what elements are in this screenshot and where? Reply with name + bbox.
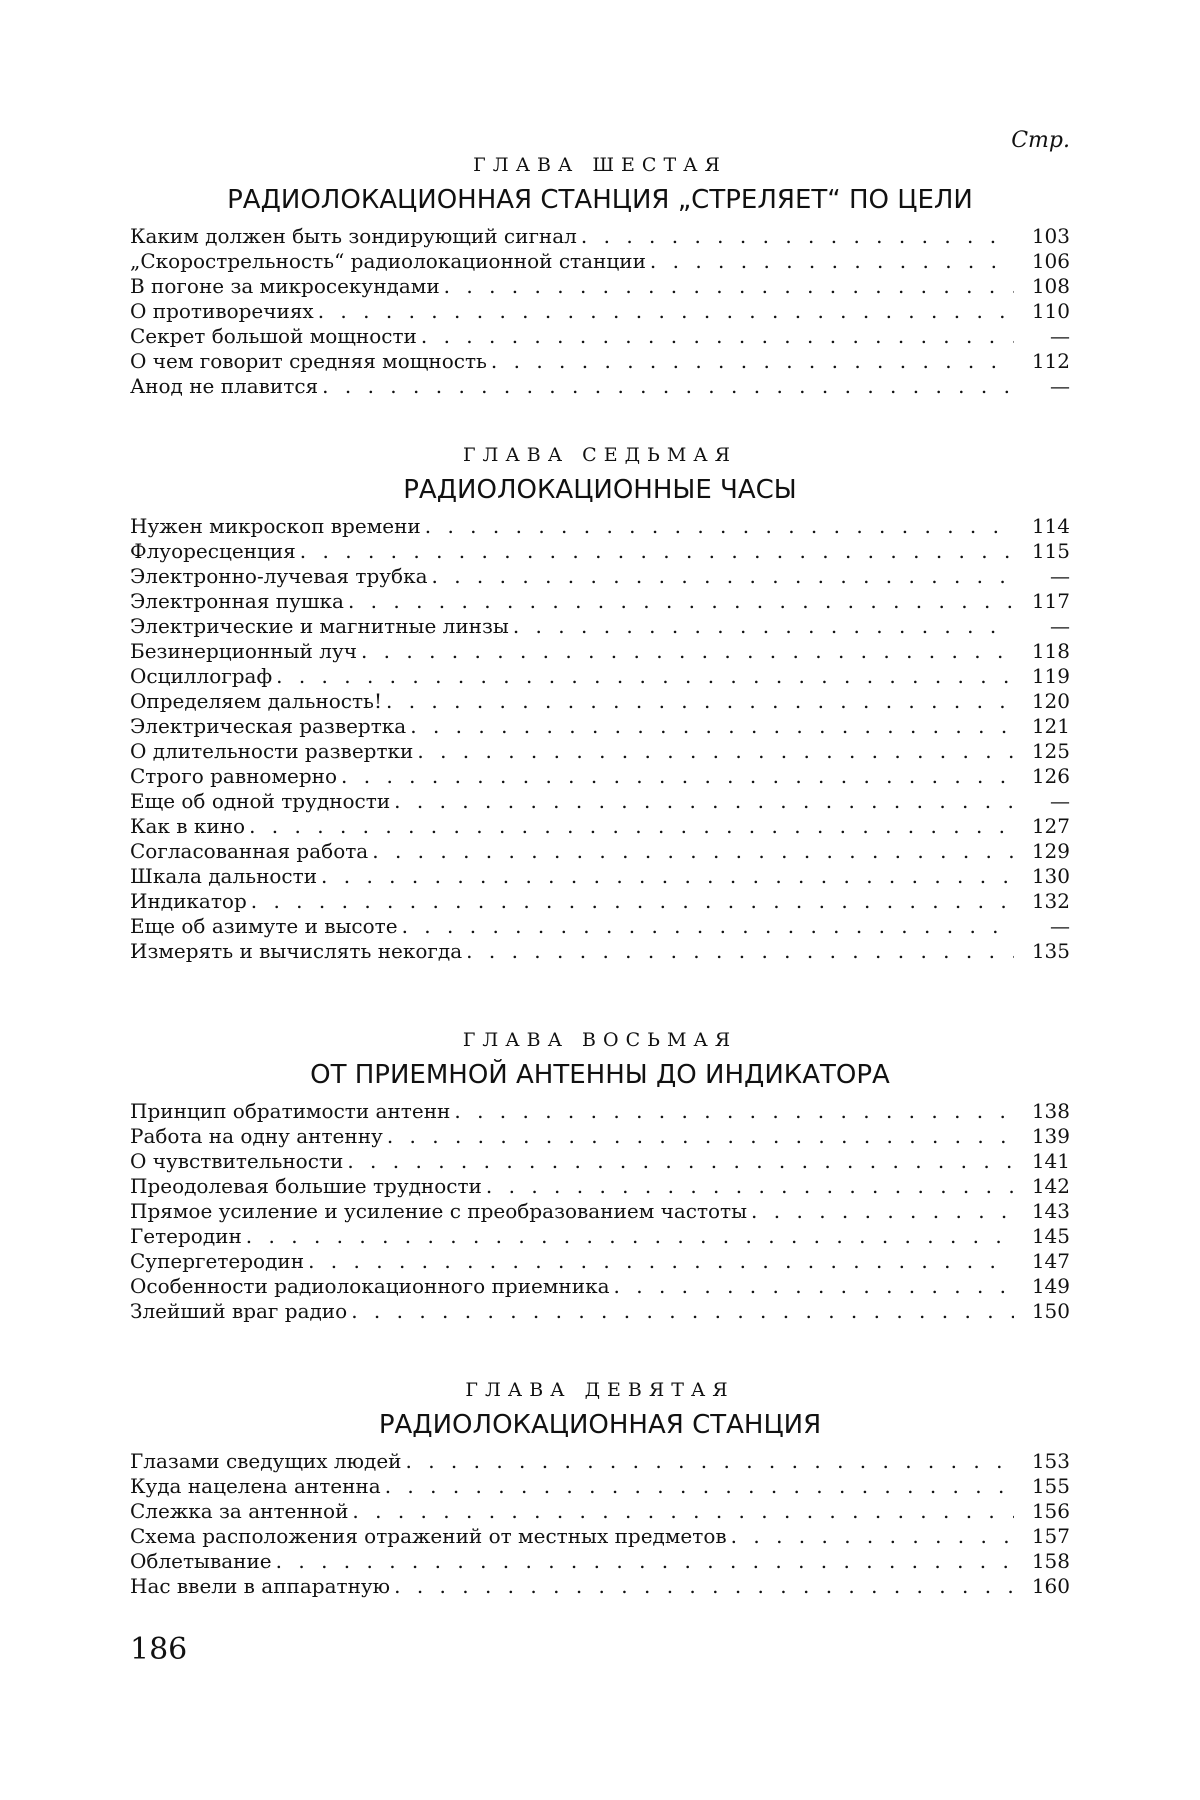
toc-entry-page: — [1050, 789, 1070, 813]
toc-entry-page: 155 [1031, 1474, 1070, 1498]
toc-entry-title: Куда нацелена антенна [130, 1474, 381, 1498]
toc-entry-page: 117 [1031, 589, 1070, 613]
toc-entry-page: 156 [1031, 1499, 1070, 1523]
toc-entry-title: Нас ввели в аппаратную [130, 1574, 391, 1598]
toc-entry-page: 145 [1031, 1224, 1070, 1248]
dot-leader [385, 1474, 1014, 1499]
toc-entry [130, 1474, 1070, 1499]
toc-entry-page: 120 [1031, 689, 1070, 713]
dot-leader [513, 614, 1014, 639]
toc-entry-title: Измерять и вычислять некогда [130, 939, 463, 963]
dot-leader [402, 914, 1014, 939]
toc-entry-title: Слежка за антенной [130, 1499, 349, 1523]
toc-entry-page: 106 [1031, 249, 1070, 273]
toc-entry-title: Электрическая развертка [130, 714, 407, 738]
dot-leader [454, 1099, 1014, 1124]
dot-leader [249, 814, 1014, 839]
toc-entry-title: Электронно-лучевая трубка [130, 564, 428, 588]
toc-entry [130, 789, 1070, 814]
toc-list [130, 1449, 1070, 1599]
chapter-label: ГЛАВА ШЕСТАЯ [473, 154, 727, 176]
toc-entry-title: Электрические и магнитные линзы [130, 614, 509, 638]
toc-entry-title: Супергетеродин [130, 1249, 305, 1273]
dot-leader [425, 514, 1014, 539]
dot-leader [731, 1524, 1014, 1549]
chapter-label: ГЛАВА ДЕВЯТАЯ [465, 1379, 735, 1401]
toc-entry-page: 153 [1031, 1449, 1070, 1473]
dot-leader [650, 249, 1014, 274]
chapter-9 [130, 1375, 1070, 1599]
dot-leader [394, 789, 1014, 814]
dot-leader [321, 864, 1014, 889]
toc-entry-title: Глазами сведущих людей [130, 1449, 402, 1473]
toc-entry-page: 121 [1031, 714, 1070, 738]
toc-entry-page: 110 [1031, 299, 1070, 323]
toc-entry-page: — [1050, 564, 1070, 588]
toc-entry-title: Определяем дальность! [130, 689, 382, 713]
toc-entry-title: Злейший враг радио [130, 1299, 348, 1323]
toc-entry-page: 127 [1031, 814, 1070, 838]
dot-leader [276, 1549, 1014, 1574]
toc-entry-title: О чувствительности [130, 1149, 344, 1173]
toc-entry-page: 143 [1031, 1199, 1070, 1223]
toc-entry-title: В погоне за микросекундами [130, 274, 440, 298]
toc-entry-title: О чем говорит средняя мощность [130, 349, 487, 373]
toc-entry-title: О длительности развертки [130, 739, 414, 763]
toc-entry-title: Еще об одной трудности [130, 789, 391, 813]
toc-entry [130, 639, 1070, 664]
toc-entry [130, 714, 1070, 739]
toc-entry [130, 299, 1070, 324]
dot-leader [361, 639, 1014, 664]
toc-entry-page: 150 [1031, 1299, 1070, 1323]
toc-entry-title: Анод не плавится [130, 374, 319, 398]
toc-entry-page: 139 [1031, 1124, 1070, 1148]
toc-entry-title: Электронная пушка [130, 589, 344, 613]
toc-entry-title: Принцип обратимости антенн [130, 1099, 451, 1123]
toc-entry [130, 939, 1070, 964]
toc-entry [130, 739, 1070, 764]
toc-entry [130, 249, 1070, 274]
toc-entry [130, 564, 1070, 589]
dot-leader [372, 839, 1014, 864]
toc-entry-page: 132 [1031, 889, 1070, 913]
chapter-6 [130, 150, 1070, 399]
book-page [130, 0, 1070, 1800]
toc-entry-title: Прямое усиление и усиление с преобразованием частоты [130, 1199, 748, 1223]
toc-entry [130, 589, 1070, 614]
toc-entry-page: 160 [1031, 1574, 1070, 1598]
toc-entry [130, 839, 1070, 864]
chapter-8 [130, 1025, 1070, 1324]
toc-entry-title: Особенности радиолокационного приемника [130, 1274, 610, 1298]
toc-entry-title: Облетывание [130, 1549, 272, 1573]
toc-entry-page: 158 [1031, 1549, 1070, 1573]
page-column-label: Стр. [1011, 128, 1070, 153]
toc-entry-page: 135 [1031, 939, 1070, 963]
toc-entry [130, 664, 1070, 689]
toc-entry-title: Преодолевая большие трудности [130, 1174, 482, 1198]
toc-entry [130, 1274, 1070, 1299]
toc-entry [130, 1574, 1070, 1599]
dot-leader [410, 714, 1014, 739]
toc-entry [130, 1249, 1070, 1274]
dot-leader [394, 1574, 1014, 1599]
toc-entry-title: Индикатор [130, 889, 247, 913]
toc-entry-page: — [1050, 374, 1070, 398]
dot-leader [386, 689, 1014, 714]
toc-entry [130, 1499, 1070, 1524]
toc-entry-page: 119 [1031, 664, 1070, 688]
toc-entry [130, 514, 1070, 539]
toc-entry [130, 324, 1070, 349]
toc-entry [130, 1224, 1070, 1249]
toc-entry-title: Строго равномерно [130, 764, 338, 788]
toc-entry-page: 112 [1031, 349, 1070, 373]
toc-entry [130, 889, 1070, 914]
toc-entry-page: 141 [1031, 1149, 1070, 1173]
dot-leader [246, 1224, 1014, 1249]
dot-leader [352, 1499, 1014, 1524]
toc-entry [130, 1099, 1070, 1124]
toc-entry-title: Осциллограф [130, 664, 273, 688]
chapter-title: ОТ ПРИЕМНОЙ АНТЕННЫ ДО ИНДИКАТОРА [310, 1060, 890, 1090]
toc-entry [130, 539, 1070, 564]
dot-leader [486, 1174, 1014, 1199]
toc-entry-page: 125 [1031, 739, 1070, 763]
dot-leader [417, 739, 1014, 764]
chapter-label: ГЛАВА СЕДЬМАЯ [462, 444, 738, 466]
toc-entry-title: Нужен микроскоп времени [130, 514, 421, 538]
dot-leader [351, 1299, 1014, 1324]
chapter-title: РАДИОЛОКАЦИОННЫЕ ЧАСЫ [403, 475, 797, 505]
dot-leader [300, 539, 1014, 564]
toc-entry-page: 108 [1031, 274, 1070, 298]
toc-list [130, 224, 1070, 399]
toc-entry [130, 614, 1070, 639]
toc-entry [130, 224, 1070, 249]
toc-entry-title: Флуоресценция [130, 539, 296, 563]
toc-entry-page: — [1050, 914, 1070, 938]
dot-leader [405, 1449, 1014, 1474]
dot-leader [348, 589, 1014, 614]
toc-entry-title: Шкала дальности [130, 864, 318, 888]
toc-entry-page: 126 [1031, 764, 1070, 788]
toc-entry-page: 157 [1031, 1524, 1070, 1548]
chapter-title: РАДИОЛОКАЦИОННАЯ СТАНЦИЯ [378, 1410, 822, 1440]
dot-leader [581, 224, 1014, 249]
chapter-7 [130, 440, 1070, 964]
toc-entry [130, 914, 1070, 939]
toc-entry-page: 149 [1031, 1274, 1070, 1298]
toc-entry-title: Работа на одну антенну [130, 1124, 383, 1148]
toc-entry [130, 1524, 1070, 1549]
toc-entry-title: Безинерционный луч [130, 639, 357, 663]
dot-leader [318, 299, 1014, 324]
toc-entry-page: 130 [1031, 864, 1070, 888]
toc-entry-page: 147 [1031, 1249, 1070, 1273]
toc-entry-title: Схема расположения отражений от местных предметов [130, 1524, 727, 1548]
toc-entry [130, 764, 1070, 789]
toc-entry [130, 1174, 1070, 1199]
toc-entry-title: „Скорострельность“ радиолокационной станции [130, 249, 646, 273]
toc-entry-title: Гетеродин [130, 1224, 242, 1248]
toc-list [130, 514, 1070, 964]
dot-leader [466, 939, 1014, 964]
dot-leader [444, 274, 1014, 299]
toc-list [130, 1099, 1070, 1324]
toc-entry-title: Секрет большой мощности [130, 324, 417, 348]
dot-leader [432, 564, 1015, 589]
dot-leader [421, 324, 1014, 349]
toc-entry-page: 142 [1031, 1174, 1070, 1198]
toc-entry-page: 129 [1031, 839, 1070, 863]
toc-entry [130, 1549, 1070, 1574]
toc-entry [130, 1199, 1070, 1224]
dot-leader [347, 1149, 1014, 1174]
toc-entry [130, 1124, 1070, 1149]
dot-leader [251, 889, 1014, 914]
dot-leader [387, 1124, 1014, 1149]
toc-entry-title: О противоречиях [130, 299, 314, 323]
page-number: 186 [130, 1632, 188, 1667]
dot-leader [614, 1274, 1014, 1299]
toc-entry-page: 118 [1031, 639, 1070, 663]
toc-entry-title: Каким должен быть зондирующий сигнал [130, 224, 577, 248]
toc-entry [130, 1299, 1070, 1324]
dot-leader [491, 349, 1014, 374]
toc-entry-page: 138 [1031, 1099, 1070, 1123]
toc-entry [130, 374, 1070, 399]
toc-entry [130, 864, 1070, 889]
chapter-title: РАДИОЛОКАЦИОННАЯ СТАНЦИЯ „СТРЕЛЯЕТ“ ПО ЦЕЛИ [227, 185, 973, 215]
dot-leader [276, 664, 1014, 689]
toc-entry [130, 1149, 1070, 1174]
toc-entry-title: Согласованная работа [130, 839, 369, 863]
toc-entry [130, 349, 1070, 374]
dot-leader [322, 374, 1014, 399]
toc-entry-title: Как в кино [130, 814, 246, 838]
toc-entry-page: 114 [1031, 514, 1070, 538]
toc-entry [130, 274, 1070, 299]
chapter-label: ГЛАВА ВОСЬМАЯ [462, 1029, 738, 1051]
toc-entry [130, 689, 1070, 714]
toc-entry [130, 1449, 1070, 1474]
toc-entry [130, 814, 1070, 839]
toc-entry-page: 103 [1031, 224, 1070, 248]
toc-entry-page: 115 [1031, 539, 1070, 563]
dot-leader [341, 764, 1014, 789]
toc-entry-title: Еще об азимуте и высоте [130, 914, 398, 938]
toc-entry-page: — [1050, 614, 1070, 638]
dot-leader [308, 1249, 1014, 1274]
dot-leader [751, 1199, 1014, 1224]
toc-entry-page: — [1050, 324, 1070, 348]
